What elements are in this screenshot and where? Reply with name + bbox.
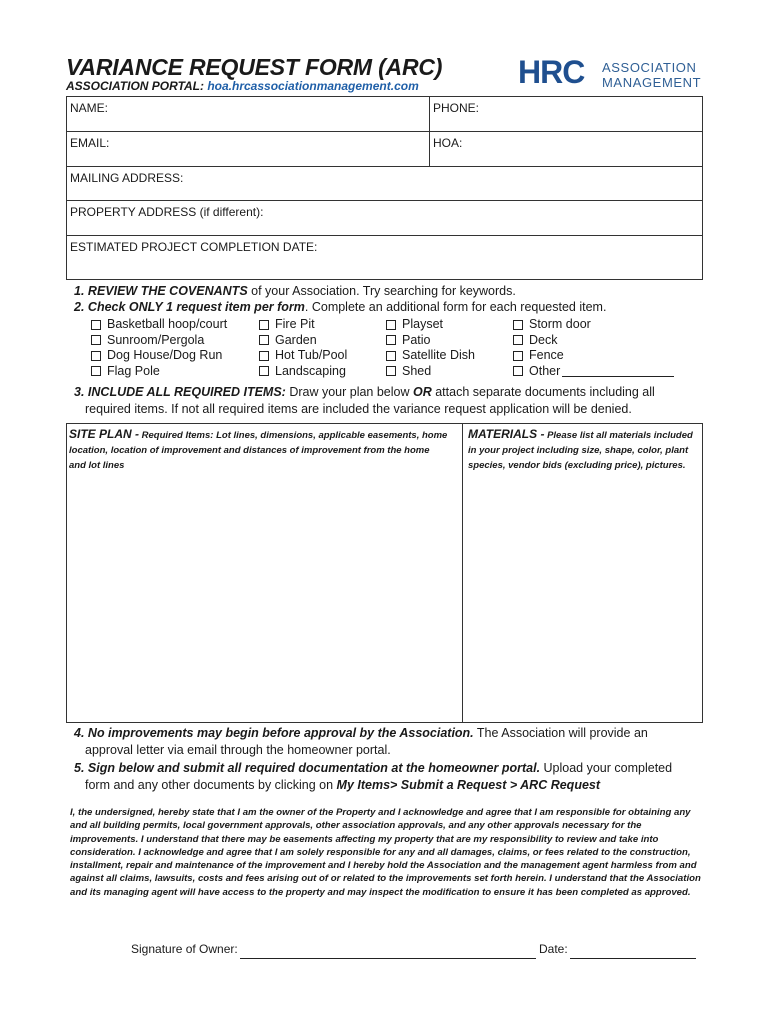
site-plan-area[interactable] bbox=[69, 427, 459, 473]
checkbox-icon[interactable] bbox=[513, 366, 523, 376]
checkbox-icon[interactable] bbox=[259, 366, 269, 376]
checkbox-label: Dog House/Dog Run bbox=[107, 348, 223, 362]
logo-mark: HRC bbox=[518, 54, 585, 90]
contact-fields bbox=[66, 96, 703, 280]
property-row bbox=[67, 201, 702, 236]
site-plan-desc: location, location of improvement and distances of improvement from the home bbox=[69, 445, 430, 456]
hoa-field[interactable]: HOA: bbox=[433, 136, 463, 150]
step-5-text: form and any other documents by clicking on bbox=[85, 778, 337, 792]
checkbox-icon[interactable] bbox=[386, 366, 396, 376]
portal-path: My Items> Submit a Request > ARC Request bbox=[336, 778, 601, 792]
step-1-text: of your Association. Try searching for keywords. bbox=[247, 284, 516, 298]
checkbox-item[interactable] bbox=[259, 317, 347, 333]
checkbox-item[interactable] bbox=[91, 364, 227, 380]
checkbox-label: Flag Pole bbox=[107, 363, 160, 378]
logo-line-2: MANAGEMENT bbox=[602, 75, 702, 90]
checkbox-label: Sunroom/Pergola bbox=[107, 332, 205, 347]
step-4-text: The Association will provide an bbox=[473, 726, 648, 740]
site-plan-desc: and lot lines bbox=[69, 460, 125, 471]
checkbox-item[interactable] bbox=[513, 348, 674, 364]
completion-date-field[interactable]: ESTIMATED PROJECT COMPLETION DATE: bbox=[70, 240, 318, 254]
site-plan-title: SITE PLAN - bbox=[69, 427, 140, 441]
checkbox-item[interactable] bbox=[386, 317, 475, 333]
owner-signature-label: Signature of Owner: bbox=[131, 942, 238, 956]
step-2-emphasis: Check ONLY 1 request item per form bbox=[87, 300, 305, 314]
legal-statement: I, the undersigned, hereby state that I am the owner of the Property and I acknowledge and agree that I am responsible for obtaining any and all building permits, local government approvals, other association approvals, and any other approvals necessary for the improvements. I understand that there may be easements affecting my property that are my responsibility to review and take into consideration. I acknowledge and agree that I am solely responsible for any and all damages, claims, or fees related to the construction, installment, repair and maintenance of the improvement and I hereby hold the Association and the management agent harmless from and against all claims, lawsuits, costs and fees arising out of or related to the improvements set forth herein. I understand that the Association and its managing agent will have access to the property and may inspect the modification to ensure it has been completed as approved. bbox=[70, 807, 701, 898]
checkbox-label: Storm door bbox=[529, 317, 591, 331]
checkbox-icon[interactable] bbox=[91, 366, 101, 376]
checkbox-column-2 bbox=[259, 317, 347, 379]
checkbox-label: Fire Pit bbox=[275, 317, 315, 331]
portal-label: ASSOCIATION PORTAL: bbox=[66, 79, 204, 93]
checkbox-label: Patio bbox=[402, 332, 431, 347]
step-1-emphasis: REVIEW THE COVENANTS bbox=[87, 284, 248, 298]
step-number: 1. bbox=[74, 284, 85, 298]
name-field[interactable]: NAME: bbox=[70, 101, 109, 115]
checkbox-item[interactable] bbox=[513, 333, 674, 349]
mailing-address-field[interactable]: MAILING ADDRESS: bbox=[70, 171, 184, 185]
checkbox-label: Deck bbox=[529, 332, 558, 347]
field-divider bbox=[429, 97, 430, 131]
field-divider bbox=[429, 132, 430, 166]
checkbox-label: Shed bbox=[402, 363, 432, 378]
step-5 bbox=[74, 760, 672, 777]
step-4 bbox=[74, 725, 648, 742]
step-number: 2. bbox=[74, 300, 85, 314]
portal-line bbox=[66, 79, 419, 93]
checkbox-item[interactable] bbox=[91, 317, 227, 333]
materials-desc: Please list all materials included bbox=[544, 430, 693, 441]
checkbox-icon[interactable] bbox=[386, 351, 396, 361]
checkbox-item[interactable] bbox=[386, 364, 475, 380]
logo-line-1: ASSOCIATION bbox=[602, 60, 697, 75]
step-4-emphasis: No improvements may begin before approval by the Association. bbox=[87, 726, 474, 740]
checkbox-item[interactable] bbox=[386, 348, 475, 364]
other-input[interactable] bbox=[562, 365, 674, 377]
checkbox-column-1 bbox=[91, 317, 227, 379]
checkbox-column-3 bbox=[386, 317, 475, 379]
checkbox-item[interactable] bbox=[259, 348, 347, 364]
checkbox-label: Playset bbox=[402, 317, 443, 331]
step-3 bbox=[74, 384, 655, 401]
step-2-text: . Complete an additional form for each requested item. bbox=[304, 300, 607, 314]
date-line[interactable] bbox=[570, 957, 696, 959]
email-field[interactable]: EMAIL: bbox=[70, 136, 110, 150]
step-3-emphasis: INCLUDE ALL REQUIRED ITEMS: bbox=[87, 385, 286, 399]
checkbox-item[interactable] bbox=[513, 364, 674, 380]
step-5-emphasis: Sign below and submit all required documentation at the homeowner portal. bbox=[87, 761, 541, 775]
step-5-continued bbox=[85, 777, 600, 794]
checkbox-item[interactable] bbox=[259, 364, 347, 380]
phone-field[interactable]: PHONE: bbox=[433, 101, 480, 115]
plan-box bbox=[66, 423, 703, 723]
portal-link[interactable]: hoa.hrcassociationmanagement.com bbox=[207, 79, 419, 93]
checkbox-label: Fence bbox=[529, 348, 564, 362]
step-number: 3. bbox=[74, 385, 85, 399]
checkbox-label: Landscaping bbox=[275, 363, 346, 378]
checkbox-item[interactable] bbox=[513, 317, 674, 333]
step-3-text: Draw your plan below bbox=[285, 385, 413, 399]
name-phone-row bbox=[67, 97, 702, 132]
checkbox-icon[interactable] bbox=[259, 335, 269, 345]
site-plan-desc: Required Items: Lot lines, dimensions, applicable easements, home bbox=[139, 430, 448, 441]
checkbox-icon[interactable] bbox=[91, 351, 101, 361]
checkbox-label: Hot Tub/Pool bbox=[275, 348, 348, 362]
step-4-continued: approval letter via email through the homeowner portal. bbox=[85, 743, 391, 757]
checkbox-item[interactable] bbox=[259, 333, 347, 349]
email-hoa-row bbox=[67, 132, 702, 167]
checkbox-item[interactable] bbox=[91, 333, 227, 349]
plan-divider bbox=[462, 424, 463, 722]
checkbox-icon[interactable] bbox=[386, 335, 396, 345]
checkbox-column-4 bbox=[513, 317, 674, 379]
step-2 bbox=[74, 299, 606, 316]
checkbox-icon[interactable] bbox=[259, 320, 269, 330]
checkbox-icon[interactable] bbox=[513, 320, 523, 330]
checkbox-icon[interactable] bbox=[259, 351, 269, 361]
step-1 bbox=[74, 283, 516, 300]
step-3-or: OR bbox=[413, 385, 432, 399]
checkbox-label: Garden bbox=[275, 332, 317, 347]
step-number: 5. bbox=[74, 761, 85, 775]
step-number: 4. bbox=[74, 726, 85, 740]
materials-desc: species, vendor bids (excluding price), pictures. bbox=[468, 460, 686, 471]
completion-row bbox=[67, 236, 702, 279]
checkbox-label: Basketball hoop/court bbox=[107, 317, 228, 331]
checkbox-icon[interactable] bbox=[513, 335, 523, 345]
checkbox-item[interactable] bbox=[91, 348, 227, 364]
checkbox-icon[interactable] bbox=[386, 320, 396, 330]
property-address-field[interactable]: PROPERTY ADDRESS (if different): bbox=[70, 205, 264, 219]
checkbox-item[interactable] bbox=[386, 333, 475, 349]
checkbox-icon[interactable] bbox=[91, 320, 101, 330]
date-label: Date: bbox=[539, 942, 568, 956]
materials-title: MATERIALS - bbox=[468, 427, 545, 441]
checkbox-label: Satellite Dish bbox=[402, 348, 475, 362]
checkbox-label: Other bbox=[529, 363, 561, 378]
step-5-text: Upload your completed bbox=[540, 761, 673, 775]
form-title: VARIANCE REQUEST FORM (ARC) bbox=[66, 54, 443, 80]
owner-signature-line[interactable] bbox=[240, 957, 536, 959]
checkbox-icon[interactable] bbox=[513, 351, 523, 361]
step-3-continued: required items. If not all required items are included the variance request application will be denied. bbox=[85, 402, 632, 416]
materials-desc: in your project including size, shape, color, plant bbox=[468, 445, 689, 456]
step-3-text: attach separate documents including all bbox=[431, 385, 655, 399]
checkbox-icon[interactable] bbox=[91, 335, 101, 345]
mailing-row bbox=[67, 167, 702, 201]
materials-area[interactable] bbox=[468, 427, 700, 473]
